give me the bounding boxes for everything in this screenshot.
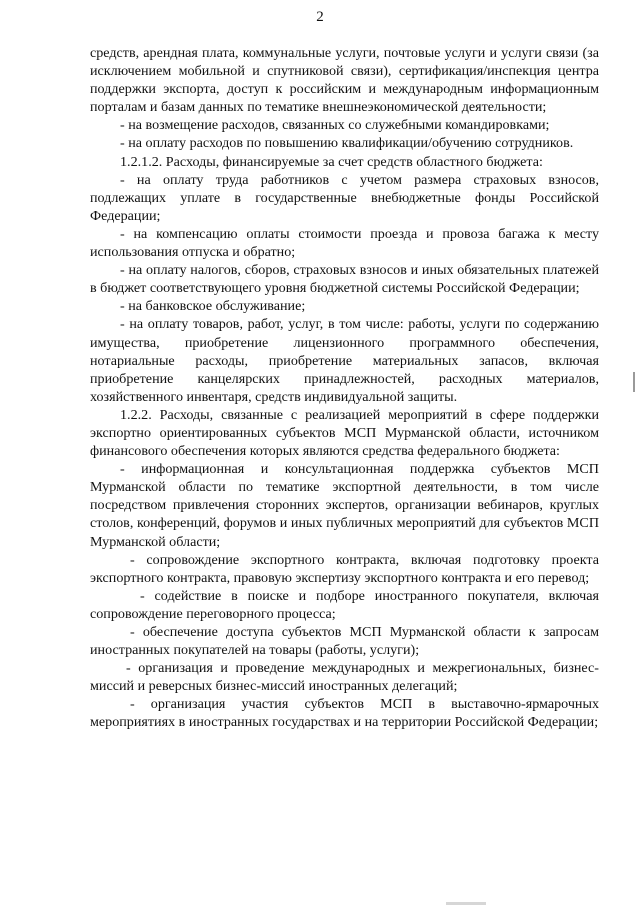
paragraph: - на оплату налогов, сборов, страховых взносов и иных обязательных платежей в бюджет соответствующего уровня бюджетной системы Российской Федерации; xyxy=(90,262,599,297)
paragraph: - информационная и консультационная поддержка субъектов МСП Мурманской области по тематике экспортной деятельности, в том числе посредством привлечения сторонних экспертов, организации вебинаров, круглых столов, конференций, форумов и иных публичных мероприятий для субъектов МСП Мурманской области; xyxy=(90,461,599,550)
paragraph: - организация участия субъектов МСП в выставочно-ярмарочных мероприятиях в иностранных государствах и на территории Российской Федерации; xyxy=(90,696,599,731)
document-body xyxy=(90,44,599,732)
paragraph: - организация и проведение международных и межрегиональных, бизнес-миссий и реверсных бизнес-миссий иностранных делегаций; xyxy=(90,660,599,695)
paragraph: 1.2.1.2. Расходы, финансируемые за счет средств областного бюджета: xyxy=(120,153,543,170)
paragraph: средств, арендная плата, коммунальные услуги, почтовые услуги и услуги связи (за исключением мобильной и спутниковой связи), сертификация/инспекция центра поддержки экспорта, доступ к российским и международным информационным порталам и базам данных по тематике внешнеэкономической деятельности; xyxy=(90,45,599,116)
paragraph: - сопровождение экспортного контракта, включая подготовку проекта экспортного контракта, правовую экспертизу экспортного контракта и его перевод; xyxy=(90,551,599,586)
paragraph: - на оплату труда работников с учетом размера страховых взносов, подлежащих уплате в государственные внебюджетные фонды Российской Федерации; xyxy=(90,171,599,224)
paragraph: - обеспечение доступа субъектов МСП Мурманской области к запросам иностранных покупателей на товары (работы, услуги); xyxy=(90,624,599,659)
paragraph: - на банковское обслуживание; xyxy=(120,298,306,315)
paragraph: - на оплату расходов по повышению квалификации/обучению сотрудников. xyxy=(120,135,574,152)
paragraph: - на оплату товаров, работ, услуг, в том числе: работы, услуги по содержанию имущества, приобретение лицензионного программного обеспечения, нотариальные расходы, приобретение материальных запасов, включая приобретение канцелярских принадлежностей, расходных материалов, хозяйственного инвентаря, средств индивидуальной защиты. xyxy=(90,316,599,405)
paragraph: - содействие в поиске и подборе иностранного покупателя, включая сопровождение переговорного процесса; xyxy=(90,587,599,622)
paragraph: - на возмещение расходов, связанных со служебными командировками; xyxy=(120,117,550,134)
paragraph: - на компенсацию оплаты стоимости проезда и провоза багажа к месту использования отпуска и обратно; xyxy=(90,225,599,261)
scan-edge-mark xyxy=(633,372,635,392)
page-number: 2 xyxy=(316,9,324,25)
paragraph: 1.2.2. Расходы, связанные с реализацией мероприятий в сфере поддержки экспортно ориентированных субъектов МСП Мурманской области, источником финансового обеспечения которых являются средства федерального бюджета: xyxy=(90,406,599,460)
